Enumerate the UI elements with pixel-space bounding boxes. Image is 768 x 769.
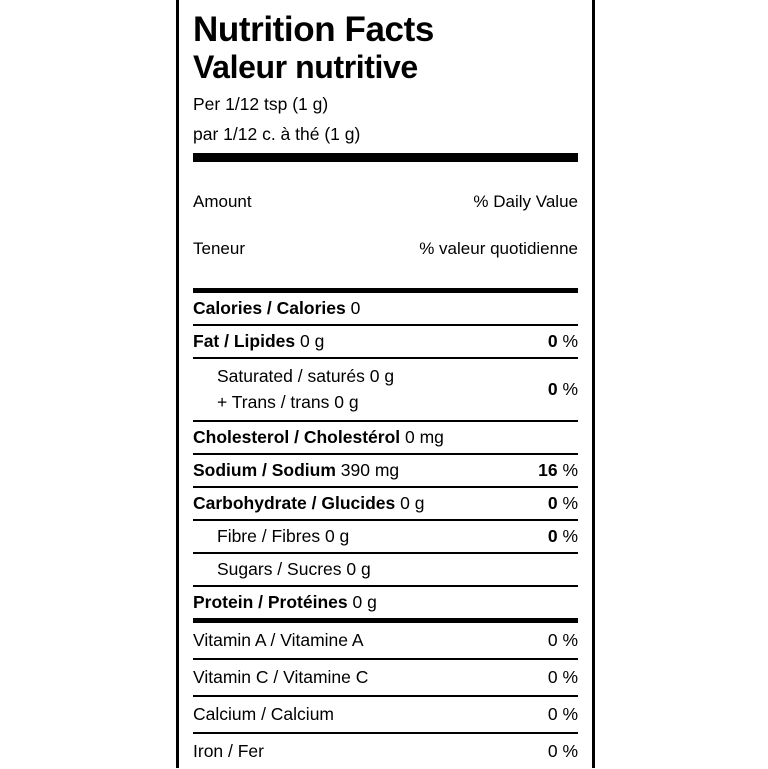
divider-thick-top (193, 153, 578, 162)
table-row (193, 554, 578, 585)
nutrient-name: Vitamin C / Vitamine C (193, 666, 369, 687)
nutrient-dv: 0 (547, 740, 558, 761)
nutrient-dv-unit: % (562, 703, 578, 724)
serving-size-fr: par 1/12 c. à thé (1 g) (193, 123, 361, 144)
nutrition-facts-label (176, 0, 595, 768)
nutrient-dv: 0 (547, 492, 558, 513)
nutrient-name: Protein / Protéines (193, 591, 348, 612)
table-row (193, 623, 578, 658)
nutrient-dv: 0 (547, 379, 558, 399)
nutrient-value: 0 g (352, 591, 377, 612)
nutrient-dv: 0 (547, 703, 558, 724)
daily-value-label-en: % Daily Value (473, 192, 578, 212)
nutrient-name: Vitamin A / Vitamine A (193, 629, 364, 650)
nutrient-value: 0 g (334, 391, 359, 412)
vitamins-section (193, 623, 578, 769)
nutrient-name: Fat / Lipides (193, 331, 296, 352)
table-row (193, 422, 578, 453)
nutrient-name: Iron / Fer (193, 740, 264, 761)
serving-size-en: Per 1/12 tsp (1 g) (193, 93, 329, 114)
nutrient-name: Fibre / Fibres (217, 525, 321, 546)
nutrient-name: + Trans / trans (217, 391, 330, 412)
nutrient-name: Calcium / Calcium (193, 703, 334, 724)
nutrient-name: Cholesterol / Cholestérol (193, 426, 401, 447)
nutrient-value: 0 g (400, 492, 425, 513)
nutrient-value: 0 g (369, 366, 395, 387)
table-row (193, 521, 578, 552)
table-row (193, 734, 578, 769)
nutrient-dv-unit: % (562, 629, 578, 650)
label-title-fr: Valeur nutritive (193, 48, 418, 85)
nutrient-value: 390 mg (340, 459, 400, 480)
nutrient-value: 0 mg (405, 426, 444, 447)
nutrient-value: 0 g (299, 331, 325, 352)
nutrient-dv-unit: % (562, 666, 578, 687)
nutrient-name: Sugars / Sucres (217, 558, 342, 579)
nutrient-dv-unit: % (562, 459, 578, 480)
table-row (193, 697, 578, 732)
nutrient-dv-unit: % (562, 379, 578, 399)
nutrient-value: 0 g (324, 525, 350, 546)
nutrient-dv: 0 (547, 331, 558, 352)
nutrient-dv-unit: % (562, 525, 578, 546)
amount-label-fr: Teneur (193, 239, 245, 259)
amount-label-en: Amount (193, 192, 252, 212)
table-row (193, 293, 578, 324)
nutrient-value: 0 g (346, 558, 371, 579)
nutrient-name: Saturated / saturés (217, 366, 365, 387)
table-row (193, 660, 578, 695)
label-title-en: Nutrition Facts (193, 10, 434, 49)
daily-value-label-fr: % valeur quotidienne (419, 239, 578, 259)
table-row (193, 326, 578, 357)
nutrient-value: 0 (350, 298, 361, 319)
nutrient-dv-unit: % (562, 331, 578, 352)
nutrient-dv-unit: % (562, 740, 578, 761)
table-row (193, 359, 578, 420)
nutrient-name: Calories / Calories (193, 298, 346, 319)
nutrient-name: Carbohydrate / Glucides (193, 492, 396, 513)
nutrient-dv: 0 (547, 629, 558, 650)
table-row (193, 587, 578, 618)
table-row (193, 488, 578, 519)
nutrient-dv: 0 (547, 666, 558, 687)
amount-header (193, 162, 578, 288)
nutrient-name: Sodium / Sodium (193, 459, 336, 480)
table-row (193, 455, 578, 486)
nutrient-dv: 16 (538, 459, 558, 480)
nutrient-dv: 0 (547, 525, 558, 546)
nutrient-dv-unit: % (562, 492, 578, 513)
